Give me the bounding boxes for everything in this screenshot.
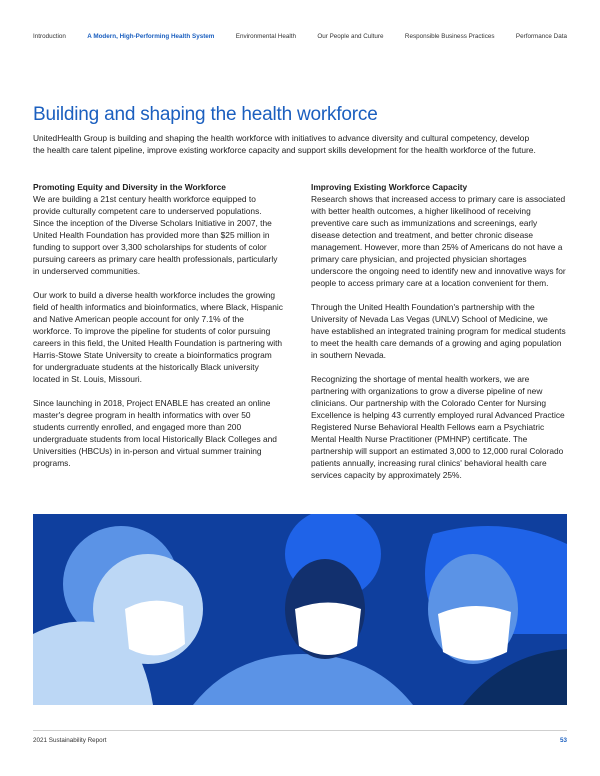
top-navigation — [33, 33, 567, 40]
health-workers-illustration — [33, 514, 567, 705]
right-paragraph-2: Through the United Health Foundation's partnership with the University of Nevada Las Vegas (UNLV) School of Medicine, we have established an integrated training program for medical students to meet the health care demands of a growing and aging population in southern Nevada. — [311, 302, 566, 360]
left-heading: Promoting Equity and Diversity in the Workforce — [33, 182, 226, 192]
left-column — [33, 181, 283, 481]
masked-people-artwork — [33, 514, 567, 705]
left-paragraph-2: Our work to build a diverse health workforce includes the growing field of health informatics and bioinformatics, where Black, Hispanic and Native American people account for only 7.1% of the workforce. To improve the pipeline for students of color pursuing careers in this field, the United Health Foundation is partnering with Harris-Stowe State University to create a bioinformatics program for undergraduate students at the historically Black university located in St. Louis, Missouri. — [33, 290, 283, 384]
right-heading: Improving Existing Workforce Capacity — [311, 182, 468, 192]
page-title: Building and shaping the health workforce — [33, 104, 378, 125]
nav-environmental-health[interactable]: Environmental Health — [235, 33, 296, 40]
nav-modern-health-system[interactable]: A Modern, High-Performing Health System — [87, 33, 215, 40]
left-person-mask — [125, 601, 185, 656]
footer-divider — [33, 730, 567, 731]
intro-paragraph: UnitedHealth Group is building and shaping the health workforce with initiatives to advance diversity and cultural competency, develop the health care talent pipeline, improve existing workforce capacity and support skills development for the health workforce of the future. — [33, 133, 536, 155]
footer-page-number: 53 — [559, 737, 567, 744]
nav-responsible-business[interactable]: Responsible Business Practices — [404, 33, 495, 40]
nav-people-culture[interactable]: Our People and Culture — [317, 33, 384, 40]
nav-introduction[interactable]: Introduction — [33, 33, 66, 40]
left-paragraph-3: Since launching in 2018, Project ENABLE has created an online master's degree program in health informatics with over 50 students currently enrolled, and engaged more than 200 undergraduate students from local Historically Black Colleges and Universities (HBCUs) in in-person and virtual summer training programs. — [33, 398, 277, 468]
right-paragraph-1: Research shows that increased access to primary care is associated with better health outcomes, a higher likelihood of receiving preventive care such as immunizations and screenings, early disease detection and treatment, and better chronic disease management. However, more than 25% of Americans do not have a primary care physician, and projected physician shortages underscore the ongoing need to identify new and innovative ways for people to access primary care at a location convenient for them. — [311, 194, 566, 288]
right-person-mask — [438, 606, 511, 661]
left-paragraph-1: We are building a 21st century health workforce equipped to provide culturally competent care to underserved populations. Since the inception of the Diverse Scholars Initiative in 2007, the United Health Foundation has provided more than $25 million in funding to support over 3,300 scholarships for students of color pursuing careers as primary care health professionals, particularly in underserved communities. — [33, 194, 278, 276]
middle-person-mask — [295, 603, 361, 656]
right-paragraph-3: Recognizing the shortage of mental health workers, we are partnering with organizations to grow a diverse pipeline of new clinicians. Our partnership with the Colorado Center for Nursing Excellence is helping 43 currently employed rural Advanced Practice Registered Nurse Behavioral Health Fellows earn a Psychiatric Mental Health Nurse Practitioner (PMHNP) certificate. The partnership will support an estimated 3,000 to 12,000 rural Colorado patients annually, increasing rural clinics' behavioral health care services capacity by approximately 25%. — [311, 374, 565, 480]
footer-report-title: 2021 Sustainability Report — [33, 737, 107, 744]
nav-performance-data[interactable]: Performance Data — [515, 33, 567, 40]
right-column — [311, 181, 566, 493]
